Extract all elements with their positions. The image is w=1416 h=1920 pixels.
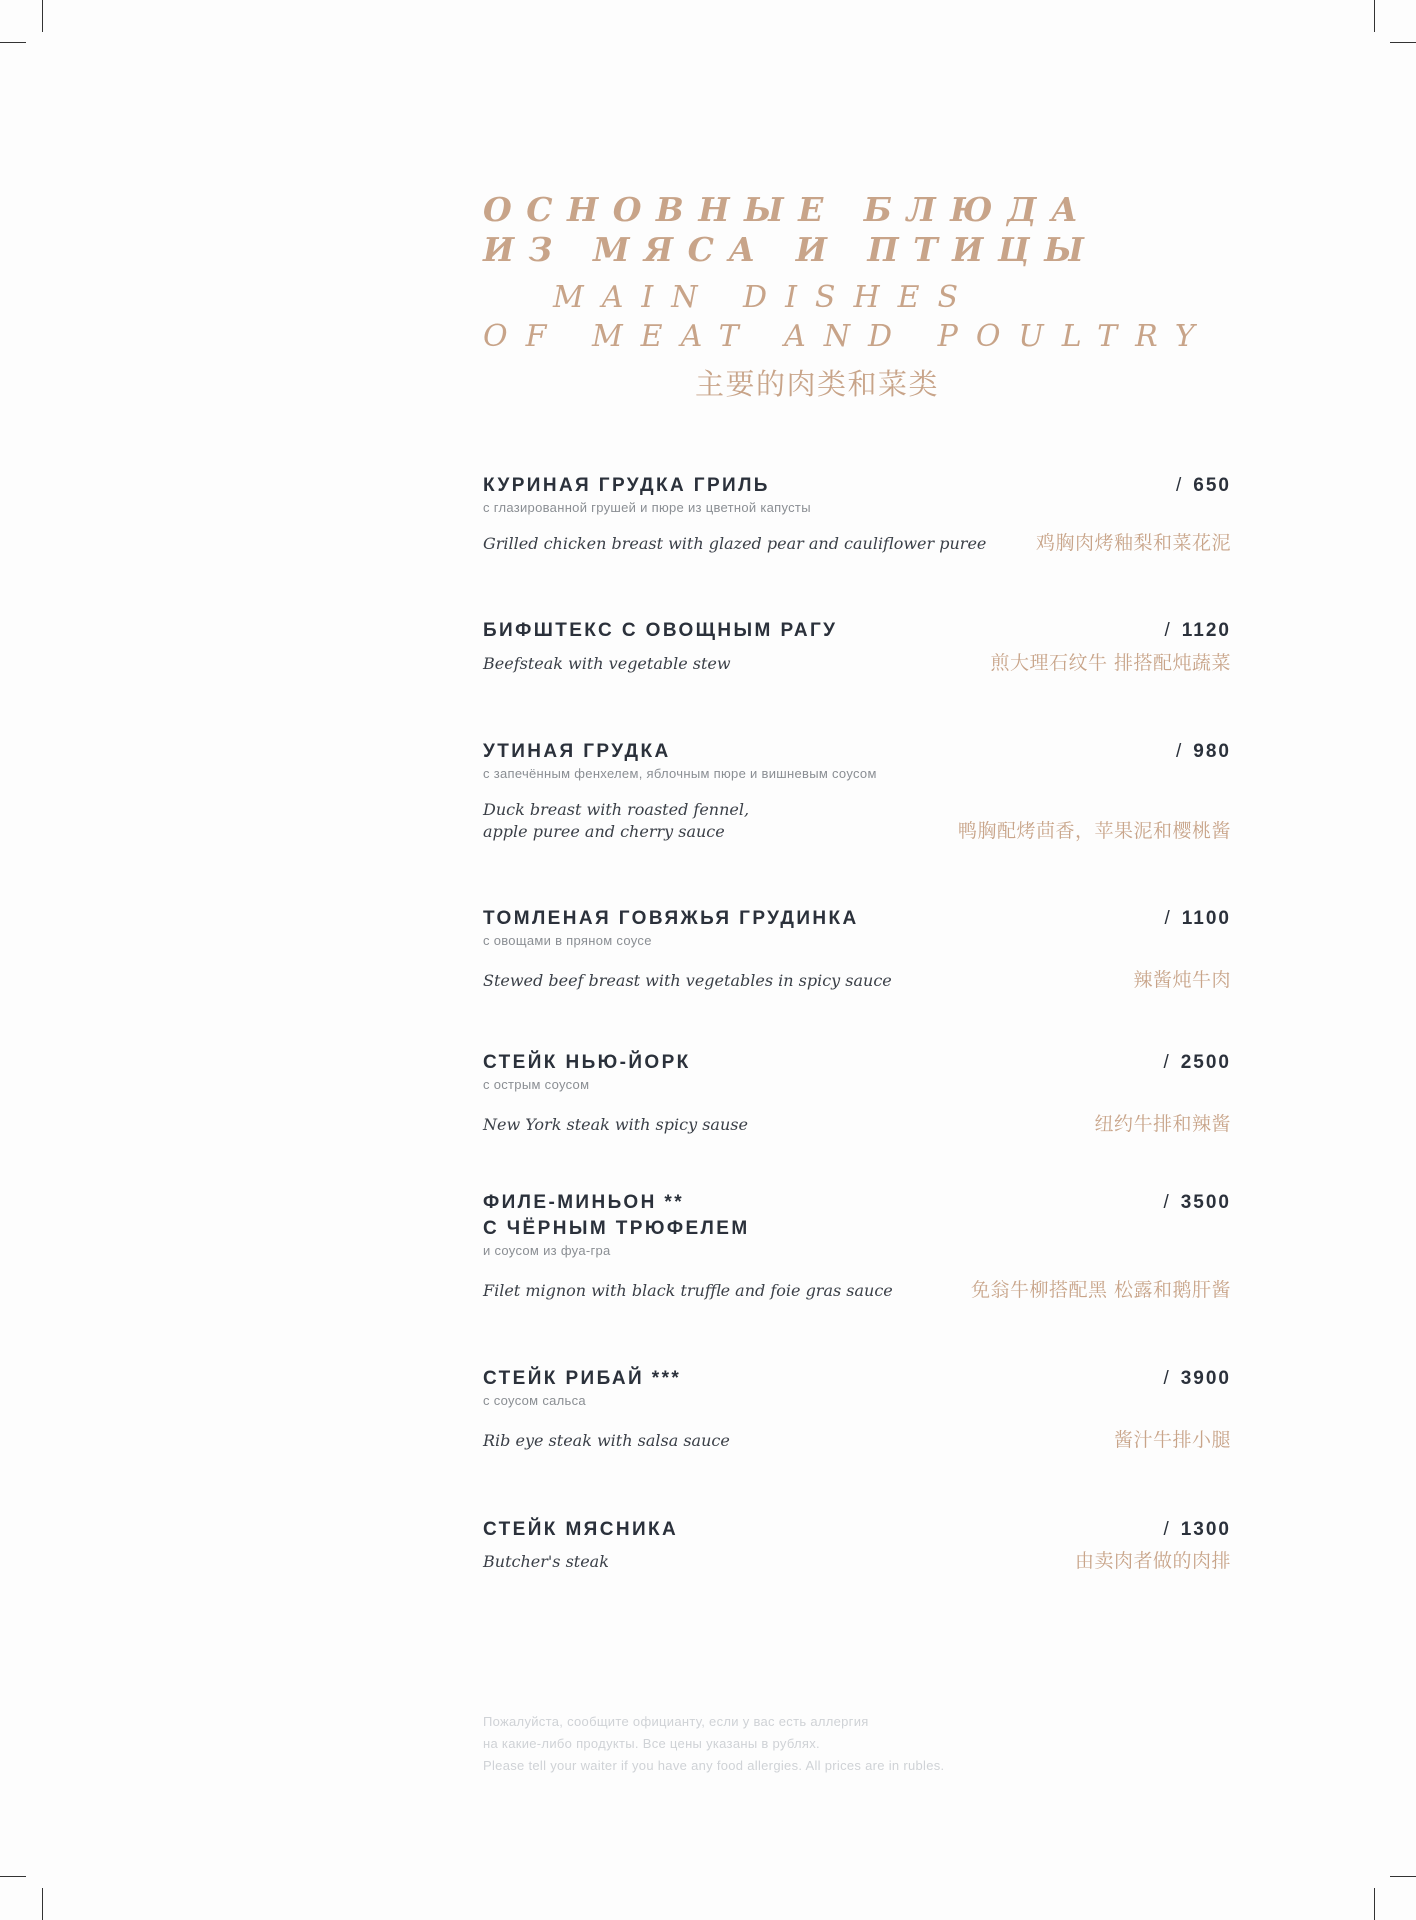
item-description: с глазированной грушей и пюре из цветной капусты xyxy=(483,500,811,515)
title-zh: 主要的肉类和菜类 xyxy=(695,367,940,401)
menu-item xyxy=(483,1517,1231,1577)
item-english: Stewed beef breast with vegetables in spicy sauce xyxy=(483,971,892,990)
item-price: / 3900 xyxy=(1163,1368,1231,1389)
title-en-line2: OF MEAT AND POULTRY xyxy=(483,319,1213,354)
item-description: с острым соусом xyxy=(483,1077,590,1092)
item-english: Butcher's steak xyxy=(483,1552,609,1571)
item-name: УТИНАЯ ГРУДКА xyxy=(483,741,671,762)
item-english-line2: apple puree and cherry sauce xyxy=(483,822,725,841)
item-price: / 1120 xyxy=(1164,620,1231,641)
menu-item xyxy=(483,1366,1231,1456)
crop-mark xyxy=(1390,1876,1416,1877)
menu-header xyxy=(483,190,1243,403)
menu-item xyxy=(483,739,1231,849)
menu-item xyxy=(483,906,1231,996)
notice-line3: Please tell your waiter if you have any food allergies. All prices are in rubles. xyxy=(483,1758,945,1773)
item-english: Beefsteak with vegetable stew xyxy=(483,654,731,673)
notice-line2: на какие-либо продукты. Все цены указаны в рублях. xyxy=(483,1736,820,1751)
item-english: Filet mignon with black truffle and foie gras sauce xyxy=(483,1281,893,1300)
title-en-line1: MAIN DISHES xyxy=(553,280,977,315)
crop-mark xyxy=(1374,1888,1375,1920)
item-description: с овощами в пряном соусе xyxy=(483,933,652,948)
item-name xyxy=(483,1190,1231,1242)
item-name: БИФШТЕКС С ОВОЩНЫМ РАГУ xyxy=(483,620,838,641)
menu-item xyxy=(483,473,1231,563)
title-ru xyxy=(483,190,1243,270)
item-name: СТЕЙК МЯСНИКА xyxy=(483,1519,679,1540)
item-name: КУРИНАЯ ГРУДКА ГРИЛЬ xyxy=(483,475,770,496)
item-chinese: 辣酱炖牛肉 xyxy=(1133,969,1231,991)
menu-item xyxy=(483,618,1231,678)
item-chinese: 鸡胸肉烤釉梨和菜花泥 xyxy=(1035,532,1231,554)
item-price: / 1300 xyxy=(1163,1519,1231,1540)
item-name: СТЕЙК РИБАЙ *** xyxy=(483,1368,682,1389)
crop-mark xyxy=(0,1876,26,1877)
title-ru-line2: ИЗ МЯСА И ПТИЦЫ xyxy=(483,230,1099,269)
title-ru-line1: ОСНОВНЫЕ БЛЮДА xyxy=(483,190,1093,229)
item-name-line2: С ЧЁРНЫМ ТРЮФЕЛЕМ xyxy=(483,1218,750,1239)
item-chinese: 纽约牛排和辣酱 xyxy=(1094,1113,1231,1135)
menu-item xyxy=(483,1050,1231,1140)
item-price: / 3500 xyxy=(1163,1192,1231,1213)
item-chinese: 酱汁牛排小腿 xyxy=(1113,1429,1231,1451)
item-name: СТЕЙК НЬЮ-ЙОРК xyxy=(483,1052,691,1073)
item-english: New York steak with spicy sause xyxy=(483,1115,748,1134)
item-price: / 2500 xyxy=(1163,1052,1231,1073)
crop-mark xyxy=(1374,0,1375,32)
item-price: / 650 xyxy=(1176,475,1231,496)
item-english: Rib eye steak with salsa sauce xyxy=(483,1431,730,1450)
item-chinese: 鸭胸配烤茴香，苹果泥和樱桃酱 xyxy=(957,820,1231,842)
item-name: ТОМЛЕНАЯ ГОВЯЖЬЯ ГРУДИНКА xyxy=(483,908,859,929)
item-price: / 980 xyxy=(1176,741,1231,762)
item-description: и соусом из фуа-гра xyxy=(483,1243,611,1258)
crop-mark xyxy=(0,42,26,43)
crop-mark xyxy=(42,0,43,32)
menu-item xyxy=(483,1190,1231,1310)
crop-mark xyxy=(1390,42,1416,43)
item-description: с запечённым фенхелем, яблочным пюре и вишневым соусом xyxy=(483,766,877,781)
item-price: / 1100 xyxy=(1164,908,1231,929)
allergy-notice xyxy=(483,1711,944,1777)
item-description: с соусом сальса xyxy=(483,1393,586,1408)
item-chinese: 煎大理石纹牛 排搭配炖蔬菜 xyxy=(990,652,1231,674)
notice-line1: Пожалуйста, сообщите официанту, если у вас есть аллергия xyxy=(483,1714,869,1729)
item-name-line1: ФИЛЕ-МИНЬОН ** xyxy=(483,1192,684,1213)
crop-mark xyxy=(42,1888,43,1920)
item-chinese: 免翁牛柳搭配黑 松露和鹅肝酱 xyxy=(970,1279,1231,1301)
title-en xyxy=(483,278,1243,356)
item-english: Grilled chicken breast with glazed pear and cauliflower puree xyxy=(483,534,987,553)
item-chinese: 由卖肉者做的肉排 xyxy=(1074,1550,1231,1572)
item-english-line1: Duck breast with roasted fennel, xyxy=(483,800,750,819)
item-english xyxy=(483,799,749,843)
